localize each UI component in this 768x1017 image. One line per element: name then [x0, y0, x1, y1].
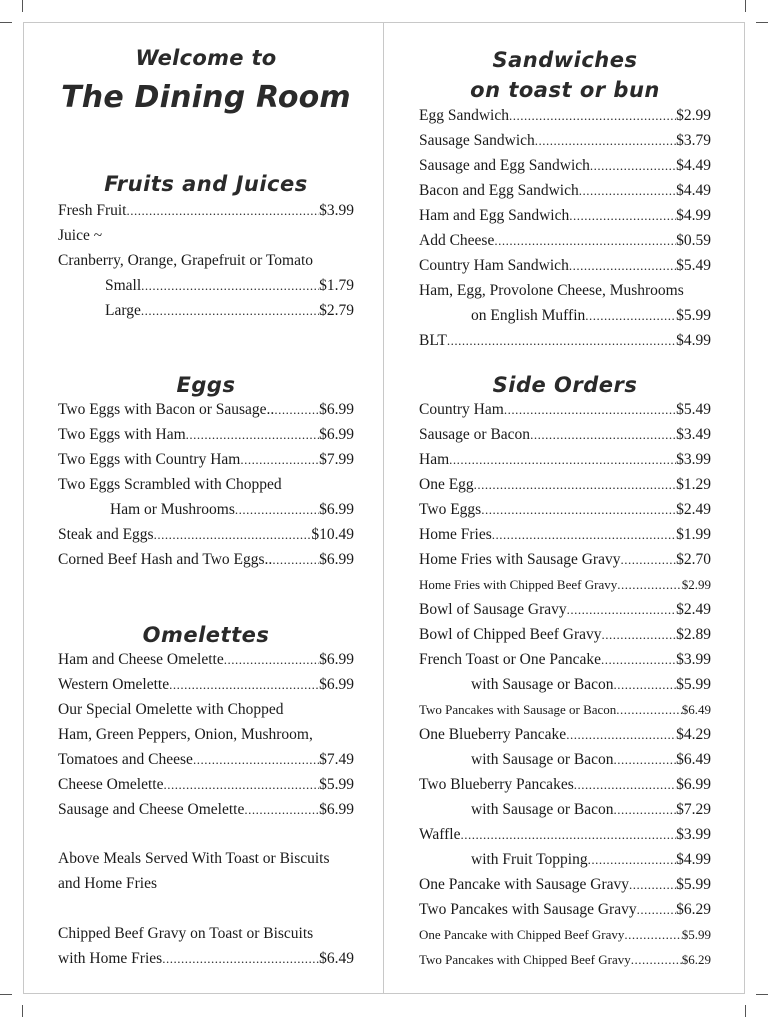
item-name: Fresh Fruit [58, 202, 127, 219]
item-price: $5.99 [676, 876, 711, 893]
menu-item [58, 276, 354, 296]
item-name: with Fruit Topping [471, 851, 588, 868]
menu-note: Above Meals Served With Toast or Biscuits [58, 850, 330, 867]
dot-leader [162, 949, 319, 969]
menu-item [58, 650, 354, 670]
dot-leader [186, 425, 319, 445]
menu-item [419, 600, 711, 620]
item-name: Country Ham [419, 401, 504, 418]
crop-mark [745, 0, 746, 12]
dot-leader [272, 550, 319, 570]
item-name: Two Pancakes with Sausage or Bacon [419, 702, 617, 717]
dot-leader [629, 875, 676, 895]
item-price: $4.99 [676, 207, 711, 224]
item-price: $6.29 [681, 952, 711, 967]
item-name: One Egg [419, 476, 474, 493]
item-price: $6.99 [319, 551, 354, 568]
item-price: $2.49 [676, 501, 711, 518]
menu-text: Ham, Green Peppers, Onion, Mushroom, [58, 726, 313, 743]
menu-item [58, 525, 354, 545]
item-name: One Blueberry Pancake [419, 726, 567, 743]
welcome-heading: Welcome to [135, 46, 277, 70]
item-price: $7.99 [319, 451, 354, 468]
section-title-omelettes: Omelettes [142, 623, 270, 647]
restaurant-title: The Dining Room [61, 80, 351, 115]
item-name: Cheese Omelette [58, 776, 164, 793]
item-price: $6.49 [676, 751, 711, 768]
dot-leader [569, 256, 676, 276]
item-name: One Pancake with Sausage Gravy [419, 876, 630, 893]
dot-leader [492, 525, 676, 545]
item-name: Country Ham Sandwich [419, 257, 569, 274]
item-price: $6.99 [319, 676, 354, 693]
menu-item [419, 131, 711, 151]
menu-item [419, 850, 711, 870]
menu-item [58, 949, 354, 969]
item-price: $2.79 [319, 302, 354, 319]
item-price: $6.99 [319, 801, 354, 818]
item-name: Two Pancakes with Sausage Gravy [419, 901, 637, 918]
menu-item [419, 650, 711, 670]
menu-item [419, 550, 711, 570]
item-name: Small [105, 277, 142, 294]
dot-leader [126, 201, 319, 221]
menu-item [419, 575, 711, 595]
item-price: $5.99 [676, 307, 711, 324]
dot-leader [613, 675, 676, 695]
dot-leader [617, 575, 682, 595]
menu-item [419, 400, 711, 420]
item-price: $5.99 [676, 676, 711, 693]
item-name: Waffle [419, 826, 461, 843]
menu-item [419, 331, 711, 351]
item-name: Bacon and Egg Sandwich [419, 182, 579, 199]
menu-item [58, 450, 354, 470]
item-name: with Sausage or Bacon [471, 801, 614, 818]
menu-text: Our Special Omelette with Chopped [58, 701, 284, 718]
dot-leader [509, 106, 676, 126]
item-name: Two Blueberry Pancakes [419, 776, 574, 793]
dot-leader [447, 331, 676, 351]
menu-item [419, 425, 711, 445]
item-name: with Sausage or Bacon [471, 751, 614, 768]
menu-text: Two Eggs Scrambled with Chopped [58, 476, 282, 493]
dot-leader [481, 500, 676, 520]
item-price: $2.99 [676, 107, 711, 124]
dot-leader [574, 775, 676, 795]
menu-item [419, 306, 711, 326]
item-name: Ham or Mushrooms [110, 501, 235, 518]
crop-mark [0, 22, 12, 23]
menu-text: Ham, Egg, Provolone Cheese, Mushrooms [419, 282, 684, 299]
menu-item [58, 425, 354, 445]
dot-leader [616, 700, 681, 720]
item-name: with Sausage or Bacon [471, 676, 614, 693]
section-subtitle-sandwiches: on toast or bun [470, 78, 660, 102]
item-name: French Toast or One Pancake [419, 651, 601, 668]
item-price: $3.79 [676, 132, 711, 149]
dot-leader [631, 950, 682, 970]
dot-leader [244, 800, 319, 820]
menu-item [419, 725, 711, 745]
dot-leader [585, 306, 676, 326]
menu-item [419, 875, 711, 895]
dot-leader [494, 231, 676, 251]
item-price: $5.49 [676, 257, 711, 274]
dot-leader [224, 650, 319, 670]
item-price: $5.99 [319, 776, 354, 793]
menu-item [419, 800, 711, 820]
item-name: Home Fries [419, 526, 492, 543]
item-price: $5.49 [676, 401, 711, 418]
dot-leader [530, 425, 676, 445]
dot-leader [461, 825, 677, 845]
item-price: $6.99 [676, 776, 711, 793]
item-price: $6.99 [319, 426, 354, 443]
menu-item [419, 625, 711, 645]
menu-note: and Home Fries [58, 875, 158, 892]
item-name: Sausage and Cheese Omelette [58, 801, 245, 818]
dot-leader [567, 600, 676, 620]
item-price: $2.70 [676, 551, 711, 568]
item-name: Sausage Sandwich [419, 132, 535, 149]
menu-item [58, 550, 354, 570]
item-price: $3.99 [319, 202, 354, 219]
item-name: Sausage or Bacon [419, 426, 531, 443]
menu-item [419, 256, 711, 276]
menu-item [58, 400, 354, 420]
item-name: Western Omelette [58, 676, 170, 693]
crop-mark [0, 994, 12, 995]
dot-leader [602, 625, 677, 645]
item-price: $0.59 [676, 232, 711, 249]
menu-item [58, 301, 354, 321]
item-price: $6.99 [319, 501, 354, 518]
menu-item [419, 700, 711, 720]
crop-mark [22, 0, 23, 12]
item-name: Tomatoes and Cheese [58, 751, 193, 768]
item-price: $7.29 [676, 801, 711, 818]
menu-item [419, 775, 711, 795]
item-price: $2.99 [681, 577, 711, 592]
dot-leader [624, 925, 681, 945]
crop-mark [756, 22, 768, 23]
item-name: Ham [419, 451, 450, 468]
menu-item [419, 475, 711, 495]
menu-item [419, 156, 711, 176]
item-name: on English Muffin [471, 307, 586, 324]
section-title-sides: Side Orders [492, 373, 638, 397]
menu-item [419, 181, 711, 201]
menu-text: Cranberry, Orange, Grapefruit or Tomato [58, 252, 314, 269]
item-price: $4.99 [676, 851, 711, 868]
dot-leader [588, 850, 677, 870]
item-name: Sausage and Egg Sandwich [419, 157, 590, 174]
item-price: $3.99 [676, 651, 711, 668]
section-title-fruits: Fruits and Juices [104, 172, 308, 196]
item-name: One Pancake with Chipped Beef Gravy [419, 927, 625, 942]
item-price: $4.49 [676, 182, 711, 199]
menu-item [419, 950, 711, 970]
menu-item [419, 925, 711, 945]
item-price: $7.49 [319, 751, 354, 768]
item-name: Egg Sandwich [419, 107, 509, 124]
menu-item [58, 800, 354, 820]
item-name: Two Eggs with Ham [58, 426, 186, 443]
dot-leader [637, 900, 677, 920]
menu-text: Chipped Beef Gravy on Toast or Biscuits [58, 925, 314, 942]
dot-leader [274, 400, 319, 420]
dot-leader [620, 550, 676, 570]
dot-leader [504, 400, 676, 420]
dot-leader [163, 775, 319, 795]
item-name: Two Eggs with Country Ham [58, 451, 241, 468]
dot-leader [613, 800, 676, 820]
column-divider [383, 22, 384, 994]
menu-item [419, 525, 711, 545]
item-price: $3.99 [676, 826, 711, 843]
menu-item [58, 775, 354, 795]
dot-leader [154, 525, 312, 545]
item-name: Bowl of Chipped Beef Gravy [419, 626, 602, 643]
menu-item [419, 825, 711, 845]
dot-leader [193, 750, 319, 770]
dot-leader [141, 301, 319, 321]
item-name: Ham and Cheese Omelette [58, 651, 224, 668]
item-price: $6.29 [676, 901, 711, 918]
dot-leader [569, 206, 676, 226]
menu-item [419, 450, 711, 470]
item-name: with Home Fries [58, 950, 163, 967]
dot-leader [169, 675, 319, 695]
dot-leader [579, 181, 676, 201]
section-title-sandwiches: Sandwiches [492, 48, 638, 72]
item-name: Corned Beef Hash and Two Eggs.. [58, 551, 273, 568]
menu-item [58, 675, 354, 695]
item-name: Two Eggs [419, 501, 482, 518]
item-price: $2.89 [676, 626, 711, 643]
item-price: $3.49 [676, 426, 711, 443]
item-price: $1.99 [676, 526, 711, 543]
item-price: $1.29 [676, 476, 711, 493]
item-name: Home Fries with Sausage Gravy [419, 551, 621, 568]
dot-leader [590, 156, 676, 176]
dot-leader [235, 500, 319, 520]
item-name: Bowl of Sausage Gravy [419, 601, 567, 618]
menu-item [58, 201, 354, 221]
item-price: $3.99 [676, 451, 711, 468]
item-name: Ham and Egg Sandwich [419, 207, 570, 224]
item-price: $10.49 [311, 526, 354, 543]
dot-leader [240, 450, 319, 470]
item-price: $4.99 [676, 332, 711, 349]
item-price: $4.29 [676, 726, 711, 743]
item-price: $6.49 [319, 950, 354, 967]
dot-leader [449, 450, 676, 470]
dot-leader [535, 131, 676, 151]
item-name: Two Pancakes with Chipped Beef Gravy [419, 952, 631, 967]
menu-item [419, 206, 711, 226]
item-price: $6.49 [681, 702, 711, 717]
item-name: Home Fries with Chipped Beef Gravy [419, 577, 618, 592]
item-price: $2.49 [676, 601, 711, 618]
dot-leader [613, 750, 676, 770]
dot-leader [566, 725, 676, 745]
item-price: $4.49 [676, 157, 711, 174]
item-name: Large [105, 302, 141, 319]
item-name: BLT [419, 332, 447, 349]
crop-mark [756, 994, 768, 995]
dot-leader [474, 475, 676, 495]
item-price: $5.99 [681, 927, 711, 942]
item-name: Add Cheese [419, 232, 495, 249]
menu-item [419, 750, 711, 770]
crop-mark [22, 1005, 23, 1017]
menu-item [58, 500, 354, 520]
item-price: $6.99 [319, 401, 354, 418]
item-price: $6.99 [319, 651, 354, 668]
item-name: Two Eggs with Bacon or Sausage.. [58, 401, 275, 418]
section-title-eggs: Eggs [176, 373, 236, 397]
menu-item [419, 231, 711, 251]
menu-item [58, 750, 354, 770]
menu-text: Juice ~ [58, 227, 103, 244]
dot-leader [141, 276, 319, 296]
crop-mark [745, 1005, 746, 1017]
menu-item [419, 500, 711, 520]
item-name: Steak and Eggs [58, 526, 154, 543]
menu-item [419, 106, 711, 126]
dot-leader [601, 650, 676, 670]
item-price: $1.79 [319, 277, 354, 294]
menu-item [419, 900, 711, 920]
menu-item [419, 675, 711, 695]
